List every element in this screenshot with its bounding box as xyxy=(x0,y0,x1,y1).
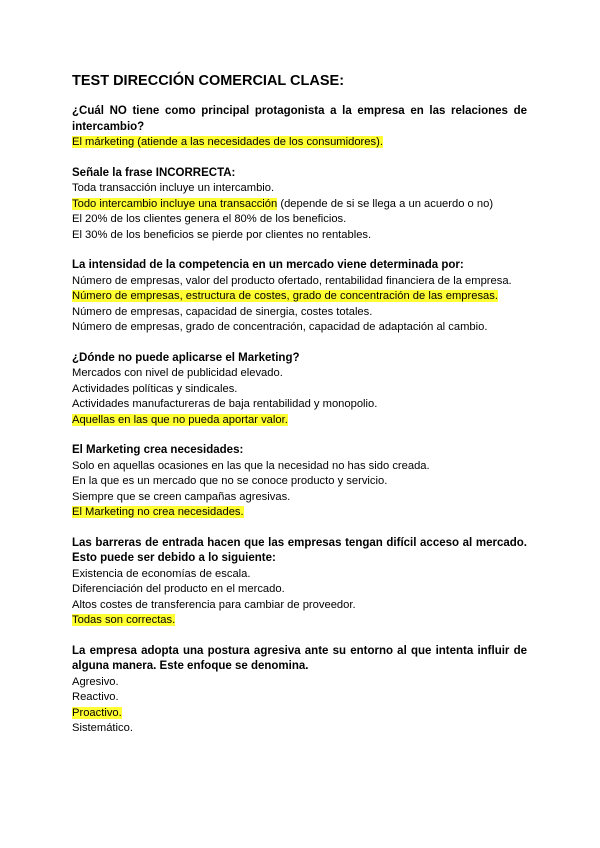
answer-text: Actividades políticas y sindicales. xyxy=(72,382,238,395)
question-text: ¿Cuál NO tiene como principal protagonista a la empresa en las relaciones de intercambio? xyxy=(72,105,527,133)
answer-text: El 20% de los clientes genera el 80% de los beneficios. xyxy=(72,213,347,225)
question-block xyxy=(72,536,527,629)
highlighted-answer: El Marketing no crea necesidades. xyxy=(72,506,244,518)
question-block xyxy=(72,258,527,336)
answer-option xyxy=(72,212,527,228)
answer-text: (depende de si se llega a un acuerdo o no) xyxy=(277,197,494,210)
question-text: La intensidad de la competencia en un mercado viene determinada por: xyxy=(72,259,464,271)
answer-text: El 30% de los beneficios se pierde por clientes no rentables. xyxy=(72,228,372,241)
answer-option xyxy=(72,690,527,706)
answer-text: Reactivo. xyxy=(72,691,119,703)
answer-text: Número de empresas, valor del producto ofertado, rentabilidad financiera de la empresa. xyxy=(72,274,512,287)
highlighted-answer: Todas son correctas. xyxy=(72,614,176,626)
answer-text: Toda transacción incluye un intercambio. xyxy=(72,182,275,194)
question-text: ¿Dónde no puede aplicarse el Marketing? xyxy=(72,351,300,364)
answer-option xyxy=(72,289,527,305)
answer-option xyxy=(72,505,527,521)
highlighted-answer: El márketing (atiende a las necesidades de los consumidores). xyxy=(72,136,383,148)
question-text: Señale la frase INCORRECTA: xyxy=(72,166,236,179)
answer-option xyxy=(72,135,527,151)
answer-option xyxy=(72,675,527,691)
answer-option xyxy=(72,613,527,629)
answer-option xyxy=(72,721,527,737)
highlighted-answer: Todo intercambio incluye una transacción xyxy=(72,197,278,210)
answer-text: Número de empresas, grado de concentración, capacidad de adaptación al cambio. xyxy=(72,321,488,333)
highlighted-answer: Proactivo. xyxy=(72,706,122,719)
answer-option xyxy=(72,228,527,244)
answer-text: Solo en aquellas ocasiones en las que la necesidad no has sido creada. xyxy=(72,459,430,472)
answer-option xyxy=(72,397,527,413)
highlighted-answer: Número de empresas, estructura de costes, grado de concentración de las empresas. xyxy=(72,290,498,302)
answer-text: En la que es un mercado que no se conoce producto y servicio. xyxy=(72,475,388,487)
answer-option xyxy=(72,598,527,614)
document-title: TEST DIRECCIÓN COMERCIAL CLASE: xyxy=(72,73,345,89)
answer-text: Agresivo. xyxy=(72,675,119,688)
answer-option xyxy=(72,274,527,290)
answer-text: Número de empresas, capacidad de sinergia, costes totales. xyxy=(72,305,373,318)
answer-option xyxy=(72,382,527,398)
answer-option xyxy=(72,413,527,429)
question-block xyxy=(72,166,527,244)
question-text: El Marketing crea necesidades: xyxy=(72,444,244,456)
answer-text: Actividades manufactureras de baja rentabilidad y monopolio. xyxy=(72,398,378,410)
answer-option xyxy=(72,706,527,722)
question-list xyxy=(72,104,527,737)
answer-option xyxy=(72,459,527,475)
answer-text: Mercados con nivel de publicidad elevado. xyxy=(72,367,283,379)
answer-text: Diferenciación del producto en el mercado. xyxy=(72,583,285,595)
question-block xyxy=(72,351,527,429)
answer-option xyxy=(72,320,527,336)
answer-option xyxy=(72,181,527,197)
answer-option xyxy=(72,474,527,490)
question-block xyxy=(72,644,527,737)
question-text: La empresa adopta una postura agresiva ante su entorno al que intenta influir de alguna manera. Este enfoque se denomina. xyxy=(72,644,527,672)
answer-option xyxy=(72,490,527,506)
answer-text: Siempre que se creen campañas agresivas. xyxy=(72,490,291,503)
answer-text: Existencia de economías de escala. xyxy=(72,567,251,580)
highlighted-answer: Aquellas en las que no pueda aportar valor. xyxy=(72,413,288,426)
answer-option xyxy=(72,305,527,321)
answer-option xyxy=(72,582,527,598)
answer-text: Altos costes de transferencia para cambiar de proveedor. xyxy=(72,598,356,611)
document-page xyxy=(72,72,527,752)
answer-option xyxy=(72,366,527,382)
question-block xyxy=(72,104,527,151)
question-block xyxy=(72,443,527,521)
answer-option xyxy=(72,567,527,583)
question-text: Las barreras de entrada hacen que las empresas tengan difícil acceso al mercado. Esto puede ser debido a lo siguiente: xyxy=(72,536,527,564)
answer-text: Sistemático. xyxy=(72,722,133,734)
answer-option xyxy=(72,197,527,213)
